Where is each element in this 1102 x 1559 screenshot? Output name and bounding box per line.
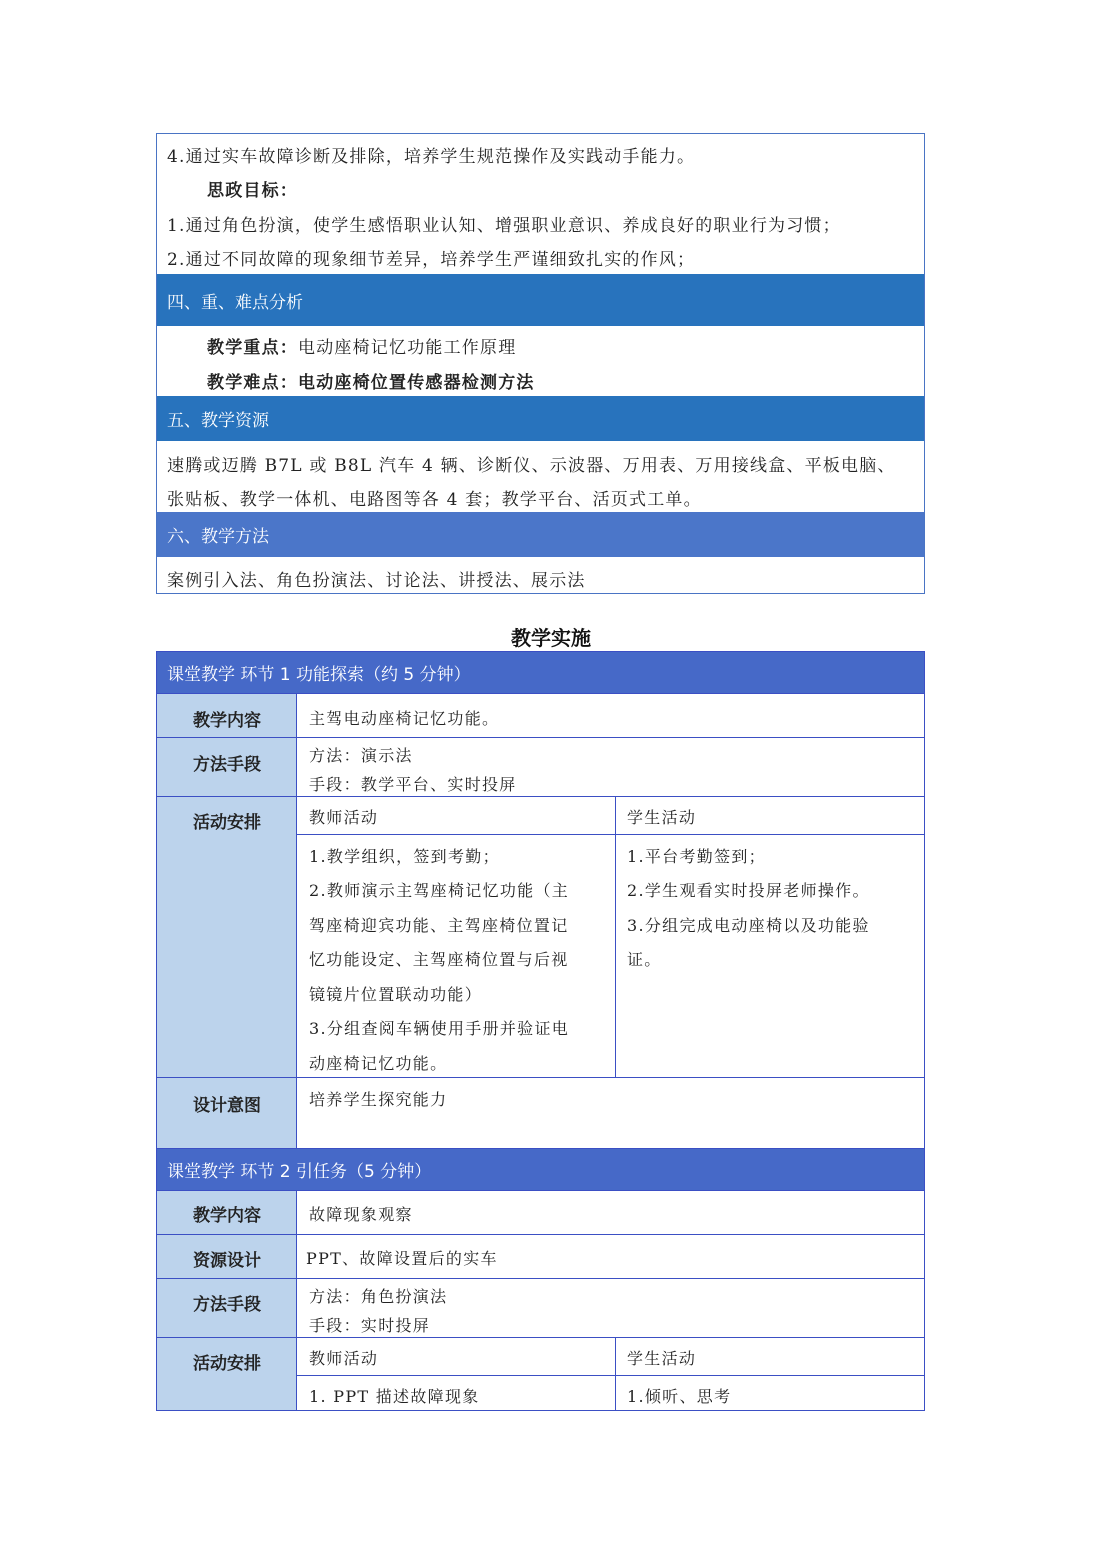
divider [615, 796, 616, 1077]
divider [157, 1337, 924, 1338]
section-5-title: 五、教学资源 [167, 411, 269, 431]
stage-2-content-value: 故障现象观察 [309, 1205, 413, 1224]
stage-1-title: 课堂教学 环节 1 功能探索（约 5 分钟） [167, 665, 471, 685]
stage-2-content-label: 教学内容 [193, 1206, 261, 1226]
divider [157, 693, 924, 694]
divider [297, 1375, 924, 1376]
stage-1-teacher-head: 教师活动 [309, 808, 379, 827]
stage-1-student-line: 证。 [627, 950, 662, 969]
implementation-title: 教学实施 [511, 626, 591, 650]
ideology-heading: 思政目标： [207, 181, 298, 201]
stage-1-teacher-line: 动座椅记忆功能。 [309, 1054, 448, 1073]
divider [157, 737, 924, 738]
divider [297, 834, 924, 835]
objective-line-4: 4.通过实车故障诊断及排除，培养学生规范操作及实践动手能力。 [167, 147, 696, 167]
section-5-header [157, 396, 924, 441]
stage-1-teacher-line: 3.分组查阅车辆使用手册并验证电 [309, 1019, 570, 1038]
divider [157, 1234, 924, 1235]
resources-line-2: 张贴板、教学一体机、电路图等各 4 套；教学平台、活页式工单。 [167, 490, 702, 510]
divider [157, 796, 924, 797]
stage-1-teacher-line: 镜镜片位置联动功能） [309, 985, 483, 1004]
stage-1-teacher-line: 忆功能设定、主驾座椅位置与后视 [309, 950, 569, 969]
stage-1-header [157, 652, 924, 693]
stage-2-teacher-line: 1. PPT 描述故障现象 [309, 1387, 480, 1406]
stage-2-resource-label: 资源设计 [193, 1251, 261, 1271]
divider [157, 1190, 924, 1191]
teaching-plan-table [156, 133, 925, 594]
stage-2-method-line-2: 手段：实时投屏 [309, 1316, 431, 1335]
stage-1-method-line-1: 方法：演示法 [309, 746, 413, 765]
stage-1-content-label: 教学内容 [193, 711, 261, 731]
resources-line-1: 速腾或迈腾 B7L 或 B8L 汽车 4 辆、诊断仪、示波器、万用表、万用接线盒、平板电脑、 [167, 456, 896, 476]
stage-2-activity-label: 活动安排 [193, 1354, 261, 1374]
key-point-value: 电动座椅记忆功能工作原理 [298, 338, 517, 358]
stage-1-student-line: 3.分组完成电动座椅以及功能验 [627, 916, 870, 935]
methods-value: 案例引入法、角色扮演法、讨论法、讲授法、展示法 [167, 571, 586, 591]
difficulty-label: 教学难点： [207, 373, 298, 393]
stage-1-student-head: 学生活动 [627, 808, 697, 827]
stage-1-content-value: 主驾电动座椅记忆功能。 [309, 709, 500, 728]
stage-1-method-line-2: 手段：教学平台、实时投屏 [309, 775, 517, 794]
stage-1-teacher-line: 1.教学组织，签到考勤； [309, 847, 500, 866]
stage-1-method-label: 方法手段 [193, 755, 261, 775]
stage-2-student-line: 1.倾听、思考 [627, 1387, 732, 1406]
section-6-header [157, 512, 924, 557]
difficulty-row [207, 368, 535, 393]
stage-2-method-line-1: 方法：角色扮演法 [309, 1287, 448, 1306]
stage-2-resource-value: PPT、故障设置后的实车 [306, 1249, 498, 1268]
ideology-line-2: 2.通过不同故障的现象细节差异，培养学生严谨细致扎实的作风； [167, 250, 696, 270]
stage-1-teacher-line: 2.教师演示主驾座椅记忆功能（主 [309, 881, 570, 900]
stage-2-teacher-head: 教师活动 [309, 1349, 379, 1368]
divider [157, 1278, 924, 1279]
section-4-title: 四、重、难点分析 [167, 292, 303, 313]
key-point-row [207, 333, 516, 358]
divider [615, 1337, 616, 1410]
section-6-title: 六、教学方法 [167, 527, 269, 547]
key-point-label: 教学重点： [207, 338, 298, 358]
stage-2-method-label: 方法手段 [193, 1295, 261, 1315]
stage-1-design-value: 培养学生探究能力 [309, 1090, 448, 1109]
divider [157, 1077, 924, 1078]
stage-2-title: 课堂教学 环节 2 引任务（5 分钟） [167, 1161, 432, 1182]
stage-1-design-label: 设计意图 [193, 1096, 261, 1116]
implementation-table [156, 651, 925, 1411]
stage-1-teacher-line: 驾座椅迎宾功能、主驾座椅位置记 [309, 916, 569, 935]
stage-2-header [157, 1148, 924, 1190]
stage-1-student-line: 2.学生观看实时投屏老师操作。 [627, 881, 870, 900]
stage-1-activity-label: 活动安排 [193, 813, 261, 833]
section-4-header [157, 274, 924, 326]
difficulty-value: 电动座椅位置传感器检测方法 [298, 373, 535, 393]
divider [157, 1148, 924, 1149]
stage-2-student-head: 学生活动 [627, 1349, 697, 1368]
stage-1-student-line: 1.平台考勤签到； [627, 847, 766, 866]
ideology-line-1: 1.通过角色扮演，使学生感悟职业认知、增强职业意识、养成良好的职业行为习惯； [167, 216, 841, 236]
